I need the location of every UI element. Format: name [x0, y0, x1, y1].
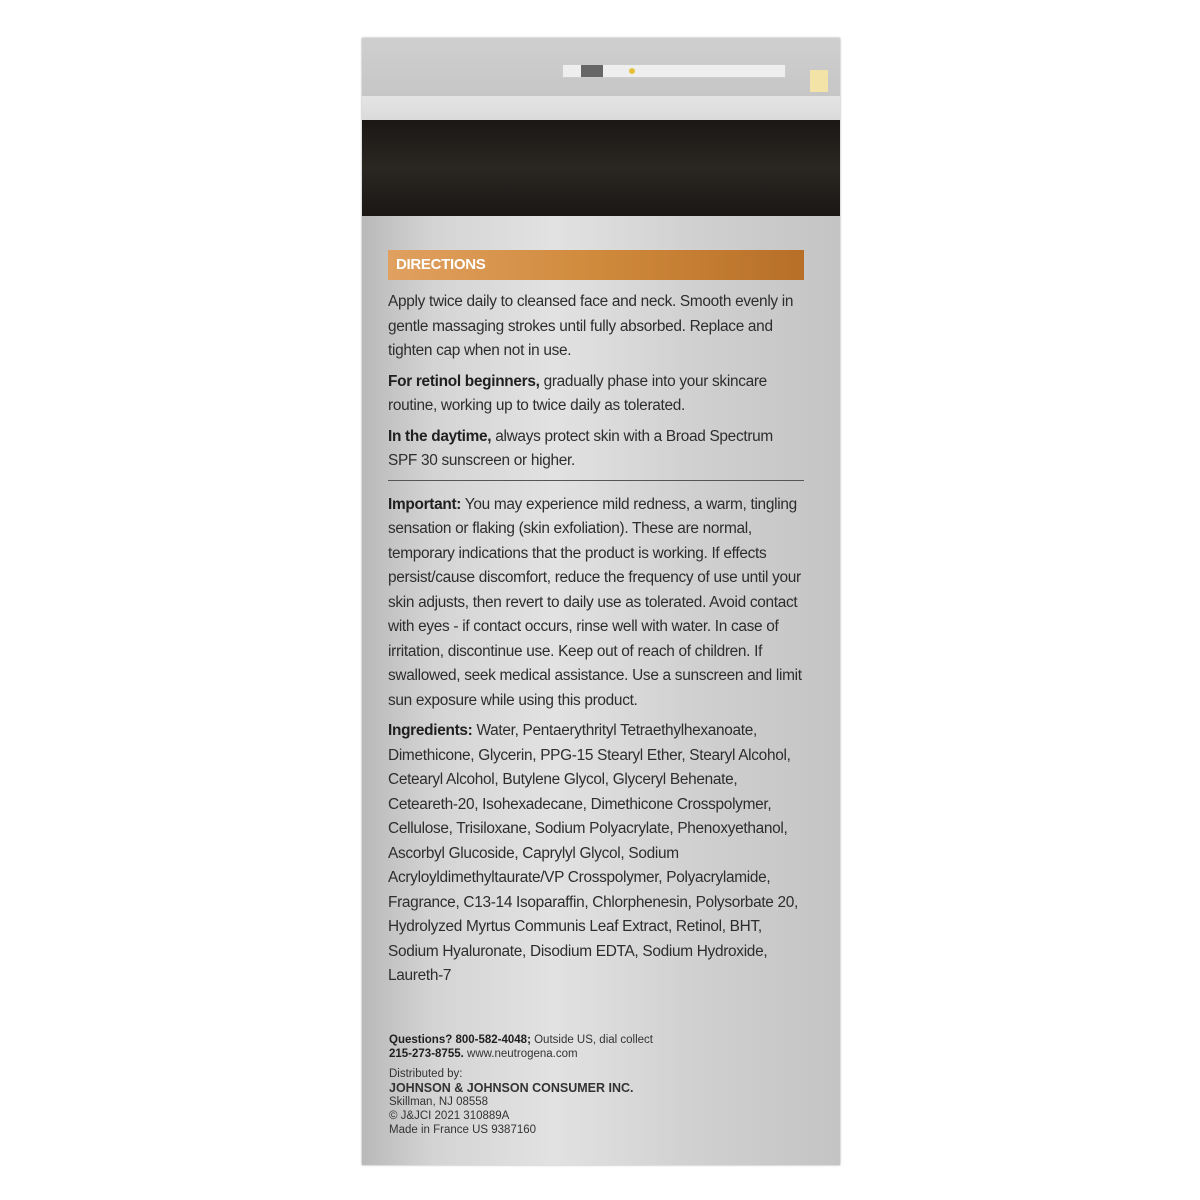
important-label: Important: — [388, 495, 462, 513]
divider — [388, 480, 804, 481]
company-info — [389, 1033, 653, 1137]
important-text: You may experience mild redness, a warm, tingling sensation or flaking (skin exfoliation). These are normal, temporary indications that the product is working. If effects persist/cause discomfort, reduce the frequency of use until your skin adjusts, then revert to daily use as tolerated. Avoid contact with eyes - if contact occurs, rinse well with water. In case of irritation, discontinue use. Keep out of reach of children. If swallowed, seek medical assistance. Use a sunscreen and limit sun exposure while using this product. — [388, 495, 802, 709]
daytime-note — [388, 425, 804, 474]
beginners-label: For retinol beginners, — [388, 372, 540, 390]
box-top-lid — [362, 38, 840, 96]
website: www.neutrogena.com — [463, 1048, 578, 1060]
distributed-by-label: Distributed by: — [389, 1068, 463, 1080]
distributor-city: Skillman, NJ 08558 — [389, 1096, 489, 1108]
label-text — [388, 250, 804, 995]
ingredients-text: Water, Pentaerythrityl Tetraethylhexanoate, Dimethicone, Glycerin, PPG-15 Stearyl Ether, Stearyl Alcohol, Cetearyl Alcohol, Butylene Glycol, Glyceryl Behenate, Ceteareth-20, Isohexadecane, Dimethicone Crosspolymer, Cellulose, Trisiloxane, Sodium Polyacrylate, Phenoxyethanol, Ascorbyl Glucoside, Caprylyl Glycol, Sodium Acryloyldimethyltaurate/VP Crosspolymer, Polyacrylamide, Fragrance, C13-14 Isoparaffin, Chlorphenesin, Polysorbate 20, Hydrolyzed Myrtus Communis Leaf Extract, Retinol, BHT, Sodium Hyaluronate, Disodium EDTA, Sodium Hydroxide, Laureth-7 — [388, 722, 799, 984]
important-warning — [388, 493, 804, 714]
outside-us: Outside US, dial collect — [530, 1034, 653, 1046]
beginners-text: gradually phase into your skincare routine, working up to twice daily as tolerated. — [388, 372, 767, 414]
collect-phone: 215-273-8755. — [389, 1048, 464, 1060]
copyright: © J&JCI 2021 310889A — [389, 1110, 510, 1122]
barcode-strip — [562, 64, 786, 78]
directions-heading: DIRECTIONS — [388, 250, 804, 280]
distributor-name: JOHNSON & JOHNSON CONSUMER INC. — [389, 1081, 634, 1095]
directions-p1: Apply twice daily to cleansed face and neck. Smooth evenly in gentle massaging strokes until fully absorbed. Replace and tighten cap when not in use. — [388, 293, 794, 359]
questions-line — [389, 1033, 653, 1061]
daytime-text: always protect skin with a Broad Spectrum SPF 30 sunscreen or higher. — [388, 427, 773, 469]
black-band — [362, 120, 840, 216]
ingredients-label: Ingredients: — [388, 722, 473, 739]
directions-text — [388, 290, 804, 364]
daytime-label: In the daytime, — [388, 427, 492, 445]
beginners-note — [388, 370, 804, 419]
origin-patent: Made in France US 9387160 — [389, 1124, 537, 1136]
price-sticker — [810, 70, 828, 92]
ingredients-list — [388, 719, 804, 989]
questions-phone: Questions? 800-582-4048; — [389, 1034, 531, 1046]
product-box — [362, 38, 840, 1165]
